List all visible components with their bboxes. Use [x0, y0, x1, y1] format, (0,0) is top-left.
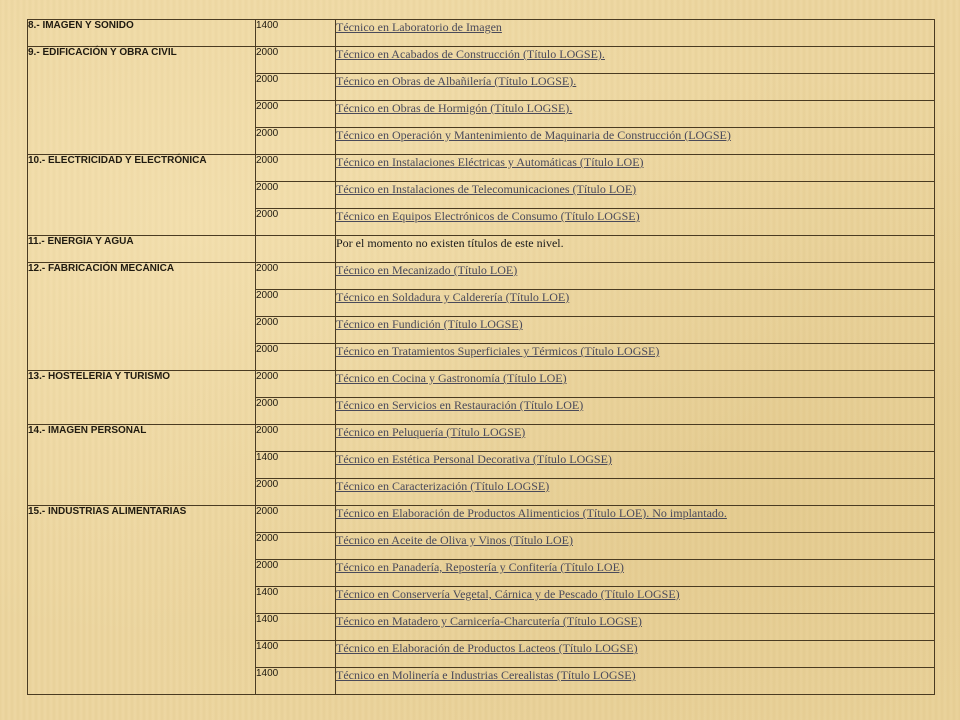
- title-cell: [336, 317, 935, 344]
- hours-cell: 2000: [256, 425, 336, 452]
- title-link[interactable]: Técnico en Instalaciones de Telecomunicaciones (Título LOE): [336, 182, 637, 196]
- hours-cell: 1400: [256, 614, 336, 641]
- hours-cell: 1400: [256, 587, 336, 614]
- hours-cell: 2000: [256, 506, 336, 533]
- title-link[interactable]: Técnico en Matadero y Carnicería-Charcutería (Título LOGSE): [336, 614, 642, 628]
- title-link[interactable]: Técnico en Mecanizado (Título LOE): [336, 263, 518, 277]
- title-cell: [336, 641, 935, 668]
- hours-cell: 2000: [256, 74, 336, 101]
- table-row: [28, 20, 935, 47]
- title-link[interactable]: Técnico en Laboratorio de Imagen: [336, 20, 502, 34]
- hours-cell: 2000: [256, 344, 336, 371]
- hours-cell: 2000: [256, 479, 336, 506]
- hours-cell: 2000: [256, 290, 336, 317]
- family-category: 12.- FABRICACIÓN MECÁNICA: [28, 263, 256, 371]
- title-cell: [336, 479, 935, 506]
- title-cell: [336, 398, 935, 425]
- title-cell: [336, 263, 935, 290]
- title-cell: [336, 74, 935, 101]
- title-link[interactable]: Técnico en Aceite de Oliva y Vinos (Título LOE): [336, 533, 573, 547]
- title-cell: [336, 452, 935, 479]
- title-cell: [336, 47, 935, 74]
- title-link[interactable]: Técnico en Conservería Vegetal, Cárnica y de Pescado (Título LOGSE): [336, 587, 680, 601]
- table-row: [28, 425, 935, 452]
- title-cell: [336, 236, 935, 263]
- family-category: 8.- IMAGEN Y SONIDO: [28, 20, 256, 47]
- title-link[interactable]: Técnico en Cocina y Gastronomía (Título LOE): [336, 371, 567, 385]
- title-link[interactable]: Técnico en Fundición (Título LOGSE): [336, 317, 523, 331]
- family-category: 15.- INDUSTRIAS ALIMENTARIAS: [28, 506, 256, 695]
- table-row: [28, 47, 935, 74]
- titles-table-body: [28, 20, 935, 695]
- title-cell: [336, 182, 935, 209]
- family-category: 14.- IMAGEN PERSONAL: [28, 425, 256, 506]
- title-link[interactable]: Técnico en Obras de Albañilería (Título LOGSE).: [336, 74, 577, 88]
- hours-cell: [256, 236, 336, 263]
- hours-cell: 2000: [256, 317, 336, 344]
- title-cell: [336, 425, 935, 452]
- hours-cell: 2000: [256, 371, 336, 398]
- title-cell: [336, 20, 935, 47]
- title-cell: [336, 560, 935, 587]
- hours-cell: 2000: [256, 533, 336, 560]
- hours-cell: 2000: [256, 101, 336, 128]
- hours-cell: 2000: [256, 128, 336, 155]
- hours-cell: 2000: [256, 209, 336, 236]
- title-cell: [336, 209, 935, 236]
- hours-cell: 2000: [256, 560, 336, 587]
- family-category: 10.- ELECTRICIDAD Y ELECTRÓNICA: [28, 155, 256, 236]
- table-row: [28, 506, 935, 533]
- family-category: 13.- HOSTELERÍA Y TURISMO: [28, 371, 256, 425]
- family-category: 11.- ENERGÍA Y AGUA: [28, 236, 256, 263]
- title-link[interactable]: Técnico en Elaboración de Productos Alimenticios (Título LOE). No implantado.: [336, 506, 727, 520]
- hours-cell: 2000: [256, 155, 336, 182]
- title-link[interactable]: Técnico en Caracterización (Título LOGSE): [336, 479, 550, 493]
- table-row: [28, 236, 935, 263]
- title-link[interactable]: Técnico en Soldadura y Calderería (Título LOE): [336, 290, 570, 304]
- title-cell: [336, 668, 935, 695]
- title-link[interactable]: Técnico en Acabados de Construcción (Título LOGSE).: [336, 47, 605, 61]
- title-link[interactable]: Técnico en Molinería e Industrias Cerealistas (Título LOGSE): [336, 668, 636, 682]
- title-link[interactable]: Técnico en Estética Personal Decorativa (Título LOGSE): [336, 452, 612, 466]
- title-link[interactable]: Técnico en Equipos Electrónicos de Consumo (Título LOGSE): [336, 209, 640, 223]
- hours-cell: 1400: [256, 641, 336, 668]
- table-row: [28, 371, 935, 398]
- hours-cell: 2000: [256, 263, 336, 290]
- title-cell: [336, 101, 935, 128]
- hours-cell: 1400: [256, 668, 336, 695]
- no-titles-note: Por el momento no existen títulos de este nivel.: [336, 236, 564, 250]
- hours-cell: 1400: [256, 452, 336, 479]
- table-row: [28, 263, 935, 290]
- title-cell: [336, 506, 935, 533]
- title-link[interactable]: Técnico en Servicios en Restauración (Título LOE): [336, 398, 584, 412]
- title-cell: [336, 290, 935, 317]
- title-cell: [336, 155, 935, 182]
- table-row: [28, 155, 935, 182]
- title-cell: [336, 128, 935, 155]
- title-link[interactable]: Técnico en Panadería, Repostería y Confitería (Título LOE): [336, 560, 624, 574]
- title-link[interactable]: Técnico en Peluquería (Título LOGSE): [336, 425, 526, 439]
- title-link[interactable]: Técnico en Elaboración de Productos Lacteos (Título LOGSE): [336, 641, 638, 655]
- title-link[interactable]: Técnico en Obras de Hormigón (Título LOGSE).: [336, 101, 573, 115]
- family-category: 9.- EDIFICACIÓN Y OBRA CIVIL: [28, 47, 256, 155]
- title-link[interactable]: Técnico en Instalaciones Eléctricas y Automáticas (Título LOE): [336, 155, 644, 169]
- titles-table: [27, 19, 935, 695]
- hours-cell: 1400: [256, 20, 336, 47]
- title-cell: [336, 587, 935, 614]
- title-link[interactable]: Técnico en Tratamientos Superficiales y Térmicos (Título LOGSE): [336, 344, 660, 358]
- title-cell: [336, 614, 935, 641]
- title-link[interactable]: Técnico en Operación y Mantenimiento de Maquinaria de Construcción (LOGSE): [336, 128, 731, 142]
- hours-cell: 2000: [256, 398, 336, 425]
- title-cell: [336, 344, 935, 371]
- title-cell: [336, 371, 935, 398]
- hours-cell: 2000: [256, 47, 336, 74]
- hours-cell: 2000: [256, 182, 336, 209]
- title-cell: [336, 533, 935, 560]
